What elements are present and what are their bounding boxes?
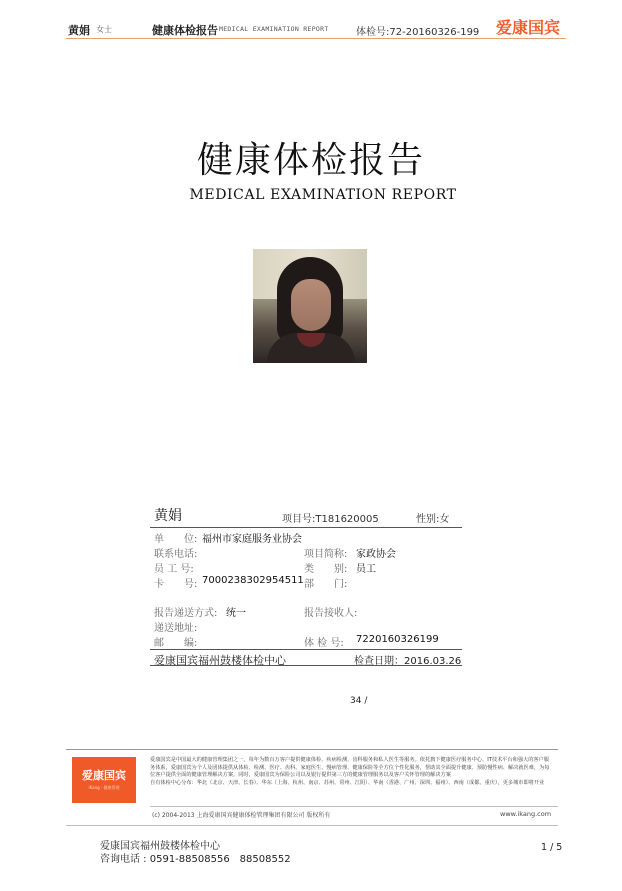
field-value-project-short: 家政协会 [356, 549, 396, 560]
field-value-unit: 福州市家庭服务业协会 [202, 534, 302, 545]
patient-gender: 性别:女 [416, 514, 450, 525]
field-value-card-no: 7000238302954511 [202, 575, 304, 586]
field-label-employee-no: 员 工 号: [154, 564, 194, 575]
header-gender: 女士 [96, 25, 112, 34]
header-title: 健康体检报告 [152, 24, 218, 37]
page-header [66, 20, 566, 38]
footer-locations: 自有体检中心分布：华北（北京、天津、长春）、华东（上海、杭州、南京、苏州、常州、江阴）、华南（香港、广州、深圳、福州）、西南（成都、重庆），更多城市即将开业 [150, 779, 545, 786]
bottom-center-name: 爱康国宾福州鼓楼体检中心 [100, 841, 220, 852]
field-label-exam-no: 体 检 号: [304, 638, 344, 649]
field-label-category: 类 别: [304, 564, 348, 575]
field-value-exam-no: 7220160326199 [356, 634, 439, 645]
header-patient-name: 黄娟 [68, 24, 90, 37]
footer-divider-top [66, 749, 558, 750]
field-label-card-no: 卡 号: [154, 579, 198, 590]
header-divider [66, 38, 566, 39]
exam-center-name: 爱康国宾福州鼓楼体检中心 [154, 654, 286, 667]
field-label-postcode: 邮 编: [154, 638, 198, 649]
field-label-delivery-method: 报告递送方式: [154, 608, 218, 619]
footer-logo-subtext: iKang · 健康管理 [88, 785, 120, 790]
field-label-receiver: 报告接收人: [304, 608, 358, 619]
footer-logo-text: 爱康国宾 [82, 769, 126, 782]
footer-copyright: (c) 2004-2013 上海爱康国宾健康体检管理集团有限公司 版权所有 [152, 812, 331, 819]
patient-info-block [150, 505, 462, 665]
footer-divider-mid [150, 806, 558, 807]
bottom-phone: 咨询电话 : 0591-88508556 88508552 [100, 854, 291, 865]
patient-name: 黄娟 [154, 508, 182, 524]
project-number: 项目号:T181620005 [282, 514, 379, 525]
field-label-project-short: 项目简称: [304, 549, 348, 560]
footer-company-description: 爱康国宾是中国最大的健康管理集团之一，每年为数百万客户提供健康体检、疾病检测、齿科服务和私人医生等服务。依托旗下健康医疗服务中心、IT技术平台和强大的客户服务体系，爱康国宾为个人及团体提供从体检、检测、医疗、齿科、家庭医生、慢病管理、健康保险等全方位个性化服务，帮助其全面提升健康、预防慢性病、解决就医难，为每位客户提供全面的健康管理解决方案。同时，爱康国宾为保险公司以及银行提供第三方的健康管理服务以及客户关怀管理的解决方案 [150, 757, 550, 779]
footer-website-link[interactable]: www.ikang.com [500, 810, 552, 818]
exam-date: 检查日期：2016.03.26 [354, 656, 462, 667]
footer-divider-bottom [66, 825, 558, 826]
field-label-unit: 单 位: [154, 534, 198, 545]
footer-description [150, 757, 554, 787]
field-value-category: 员工 [356, 564, 376, 575]
page-number: 1 / 5 [541, 842, 563, 853]
header-title-en: MEDICAL EXAMINATION REPORT [219, 25, 329, 33]
field-label-department: 部 门: [304, 579, 348, 590]
header-exam-number: 体检号:72-20160326-199 [356, 27, 480, 38]
header-brand-logo: 爱康国宾 [496, 18, 561, 37]
field-value-delivery-method: 统一 [226, 608, 246, 619]
field-label-phone: 联系电话: [154, 549, 198, 560]
patient-photo [253, 249, 367, 363]
page-marker: 34 / [350, 696, 368, 706]
footer-brand-logo [72, 757, 136, 803]
report-subtitle: MEDICAL EXAMINATION REPORT [189, 187, 457, 203]
report-title: 健康体检报告 [196, 140, 425, 181]
field-label-address: 递送地址: [154, 623, 198, 634]
